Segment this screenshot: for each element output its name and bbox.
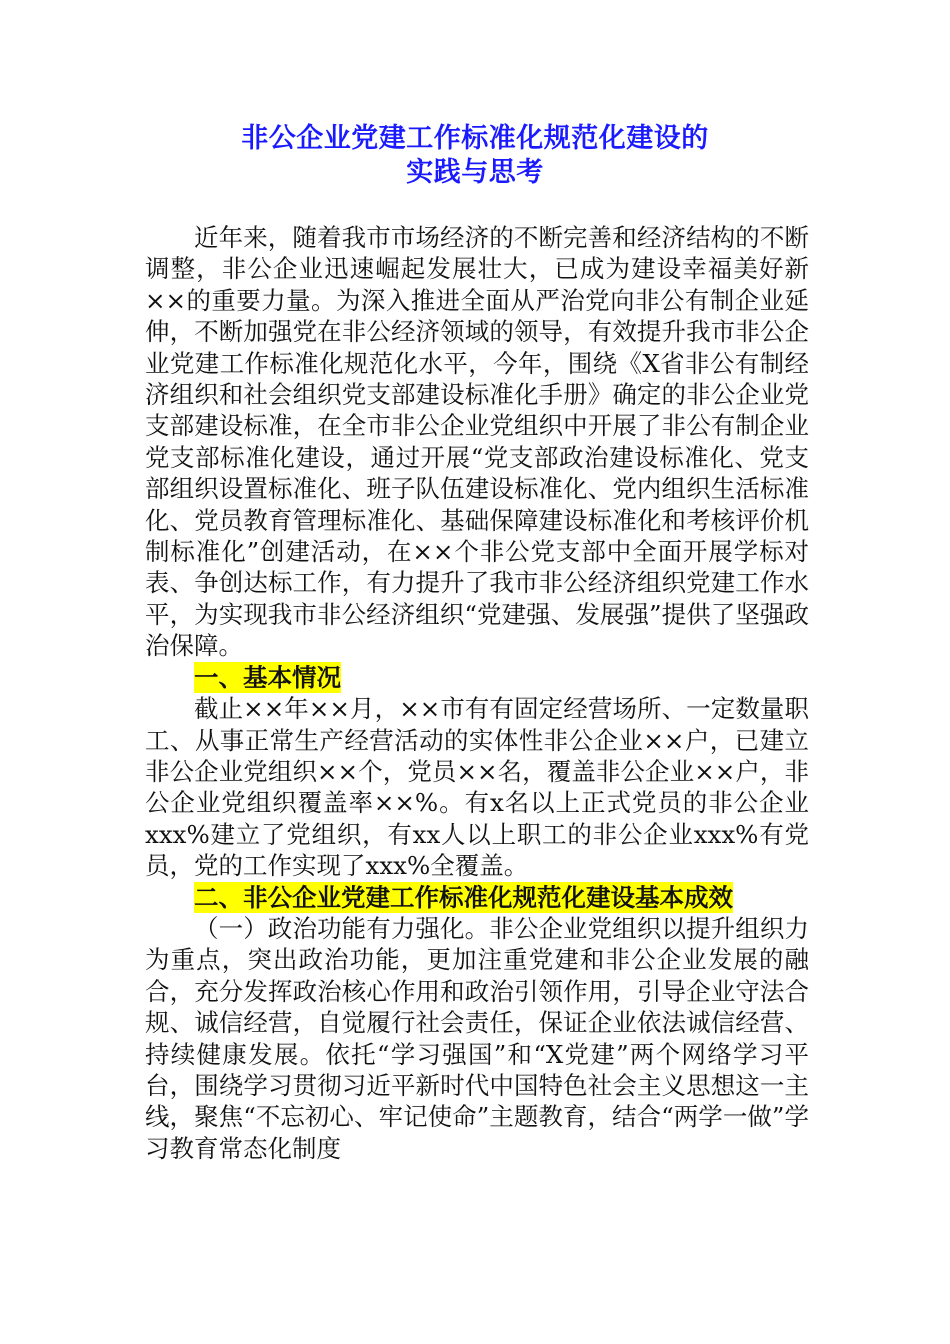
- section-1-heading: [145, 662, 809, 693]
- section-1-paragraph: 截止××年××月，××市有有固定经营场所、一定数量职工、从事正常生产经营活动的实体性非公企业××户，已建立非公企业党组织××个，党员××名，覆盖非公企业××户，非公企业党组织覆盖率××%。有x名以上正式党员的非公企业xxx%建立了党组织，有xx人以上职工的非公企业xxx%有党员，党的工作实现了xxx%全覆盖。: [145, 694, 809, 881]
- section-2-paragraph: （一）政治功能有力强化。非公企业党组织以提升组织力为重点，突出政治功能，更加注重党建和非公企业发展的融合，充分发挥政治核心作用和政治引领作用，引导企业守法合规、诚信经营，自觉履行社会责任，保证企业依法诚信经营、持续健康发展。依托“学习强国”和“X党建”两个网络学习平台，围绕学习贯彻习近平新时代中国特色社会主义思想这一主线，聚焦“不忘初心、牢记使命”主题教育，结合“两学一做”学习教育常态化制度: [145, 913, 809, 1163]
- section-2-heading: [145, 882, 809, 913]
- section-1-heading-text: 一、基本情况: [194, 662, 341, 692]
- document-title-line-1: 非公企业党建工作标准化规范化建设的: [241, 123, 709, 154]
- section-2-heading-text: 二、非公企业党建工作标准化规范化建设基本成效: [194, 882, 733, 912]
- document-body: [145, 222, 809, 1164]
- intro-paragraph: 近年来，随着我市市场经济的不断完善和经济结构的不断调整，非公企业迅速崛起发展壮大，已成为建设幸福美好新××的重要力量。为深入推进全面从严治党向非公有制企业延伸，不断加强党在非公经济领域的领导，有效提升我市非公企业党建工作标准化规范化水平，今年，围绕《X省非公有制经济组织和社会组织党支部建设标准化手册》确定的非公企业党支部建设标准，在全市非公企业党组织中开展了非公有制企业党支部标准化建设，通过开展“党支部政治建设标准化、党支部组织设置标准化、班子队伍建设标准化、党内组织生活标准化、党员教育管理标准化、基础保障建设标准化和考核评价机制标准化”创建活动，在××个非公党支部中全面开展学标对表、争创达标工作，有力提升了我市非公经济组织党建工作水平，为实现我市非公经济组织“党建强、发展强”提供了坚强政治保障。: [145, 223, 809, 661]
- document-title-line-2: 实践与思考: [406, 157, 544, 188]
